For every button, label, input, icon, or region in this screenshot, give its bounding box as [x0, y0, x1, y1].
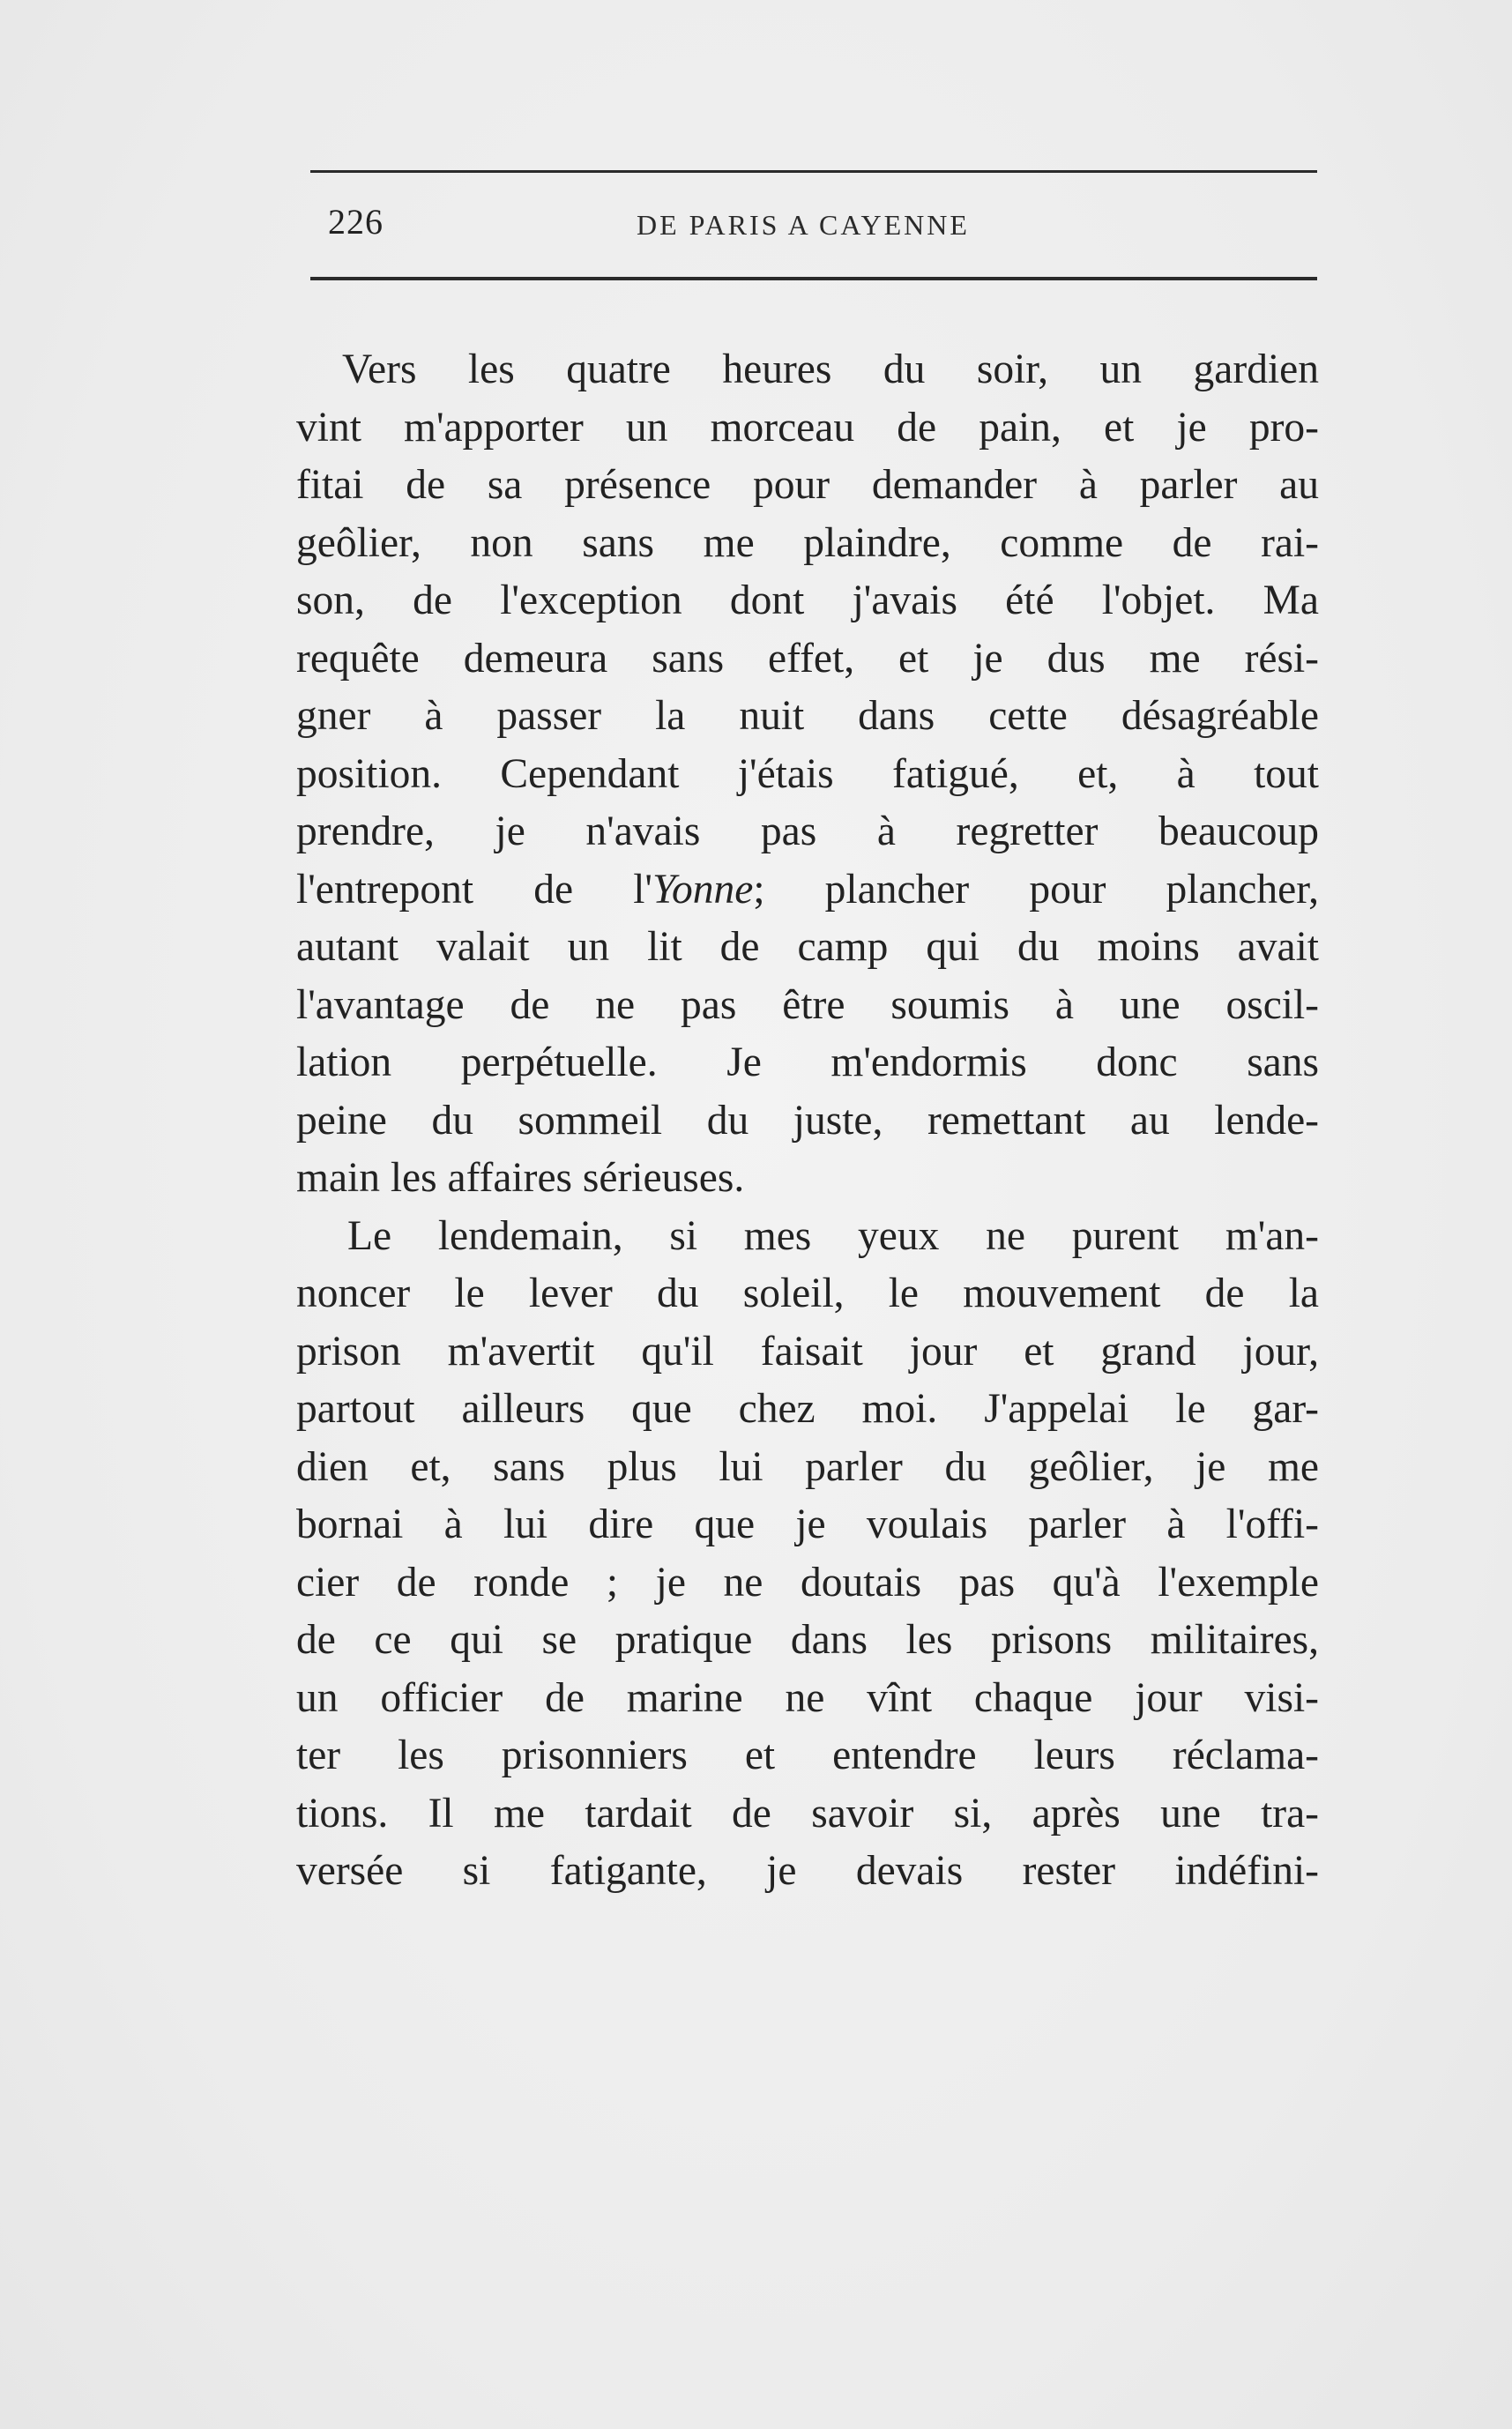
text-line: position. Cependant j'étais fatigué, et, à tout: [296, 750, 1319, 797]
text-line: son, de l'exception dont j'avais été l'objet. Ma: [296, 577, 1319, 623]
text-line: gner à passer la nuit dans cette désagréable: [296, 693, 1319, 739]
text-line: noncer le lever du soleil, le mouvement de la: [296, 1270, 1319, 1316]
text-line: requête demeura sans effet, et je dus me rési-: [296, 635, 1319, 682]
text-line: peine du sommeil du juste, remettant au lende-: [296, 1097, 1319, 1144]
text-line: tions. Il me tardait de savoir si, après une tra-: [296, 1790, 1319, 1837]
text-line: Vers les quatre heures du soir, un gardien: [342, 346, 1319, 392]
text-line: fitai de sa présence pour demander à parler au: [296, 462, 1319, 508]
text-line: vint m'apporter un morceau de pain, et je pro-: [296, 404, 1319, 451]
text-line: un officier de marine ne vînt chaque jour visi-: [296, 1674, 1319, 1721]
text-fragment: l'entrepont de l': [296, 866, 652, 913]
text-line: versée si fatigante, je devais rester indéfini-: [296, 1848, 1319, 1894]
text-line: prendre, je n'avais pas à regretter beaucoup: [296, 808, 1319, 854]
text-line: [296, 861, 1319, 920]
text-line: Le lendemain, si mes yeux ne purent m'an-: [347, 1212, 1319, 1259]
text-fragment: ; plancher pour plancher,: [753, 866, 1319, 913]
text-line: main les affaires sérieuses.: [296, 1155, 745, 1201]
text-line: dien et, sans plus lui parler du geôlier, je me: [296, 1443, 1319, 1490]
text-line: autant valait un lit de camp qui du moins avait: [296, 924, 1319, 970]
text-line: bornai à lui dire que je voulais parler à l'offi-: [296, 1501, 1319, 1547]
body-text: [296, 341, 1319, 1901]
text-line: de ce qui se pratique dans les prisons militaires,: [296, 1617, 1319, 1663]
text-line: geôlier, non sans me plaindre, comme de rai-: [296, 519, 1319, 566]
header-bottom-rule: [310, 277, 1317, 280]
text-line: prison m'avertit qu'il faisait jour et grand jour,: [296, 1328, 1319, 1375]
page-number: 226: [328, 202, 384, 242]
text-line: cier de ronde ; je ne doutais pas qu'à l'exemple: [296, 1559, 1319, 1606]
page-header: [310, 192, 1317, 254]
header-top-rule: [310, 170, 1317, 173]
text-line: l'avantage de ne pas être soumis à une oscil-: [296, 981, 1319, 1028]
text-line: lation perpétuelle. Je m'endormis donc sans: [296, 1039, 1319, 1085]
text-line: partout ailleurs que chez moi. J'appelai le gar-: [296, 1386, 1319, 1432]
running-title: DE PARIS A CAYENNE: [637, 209, 970, 241]
text-line: ter les prisonniers et entendre leurs réclama-: [296, 1732, 1319, 1778]
ship-name: Yonne: [652, 866, 754, 913]
